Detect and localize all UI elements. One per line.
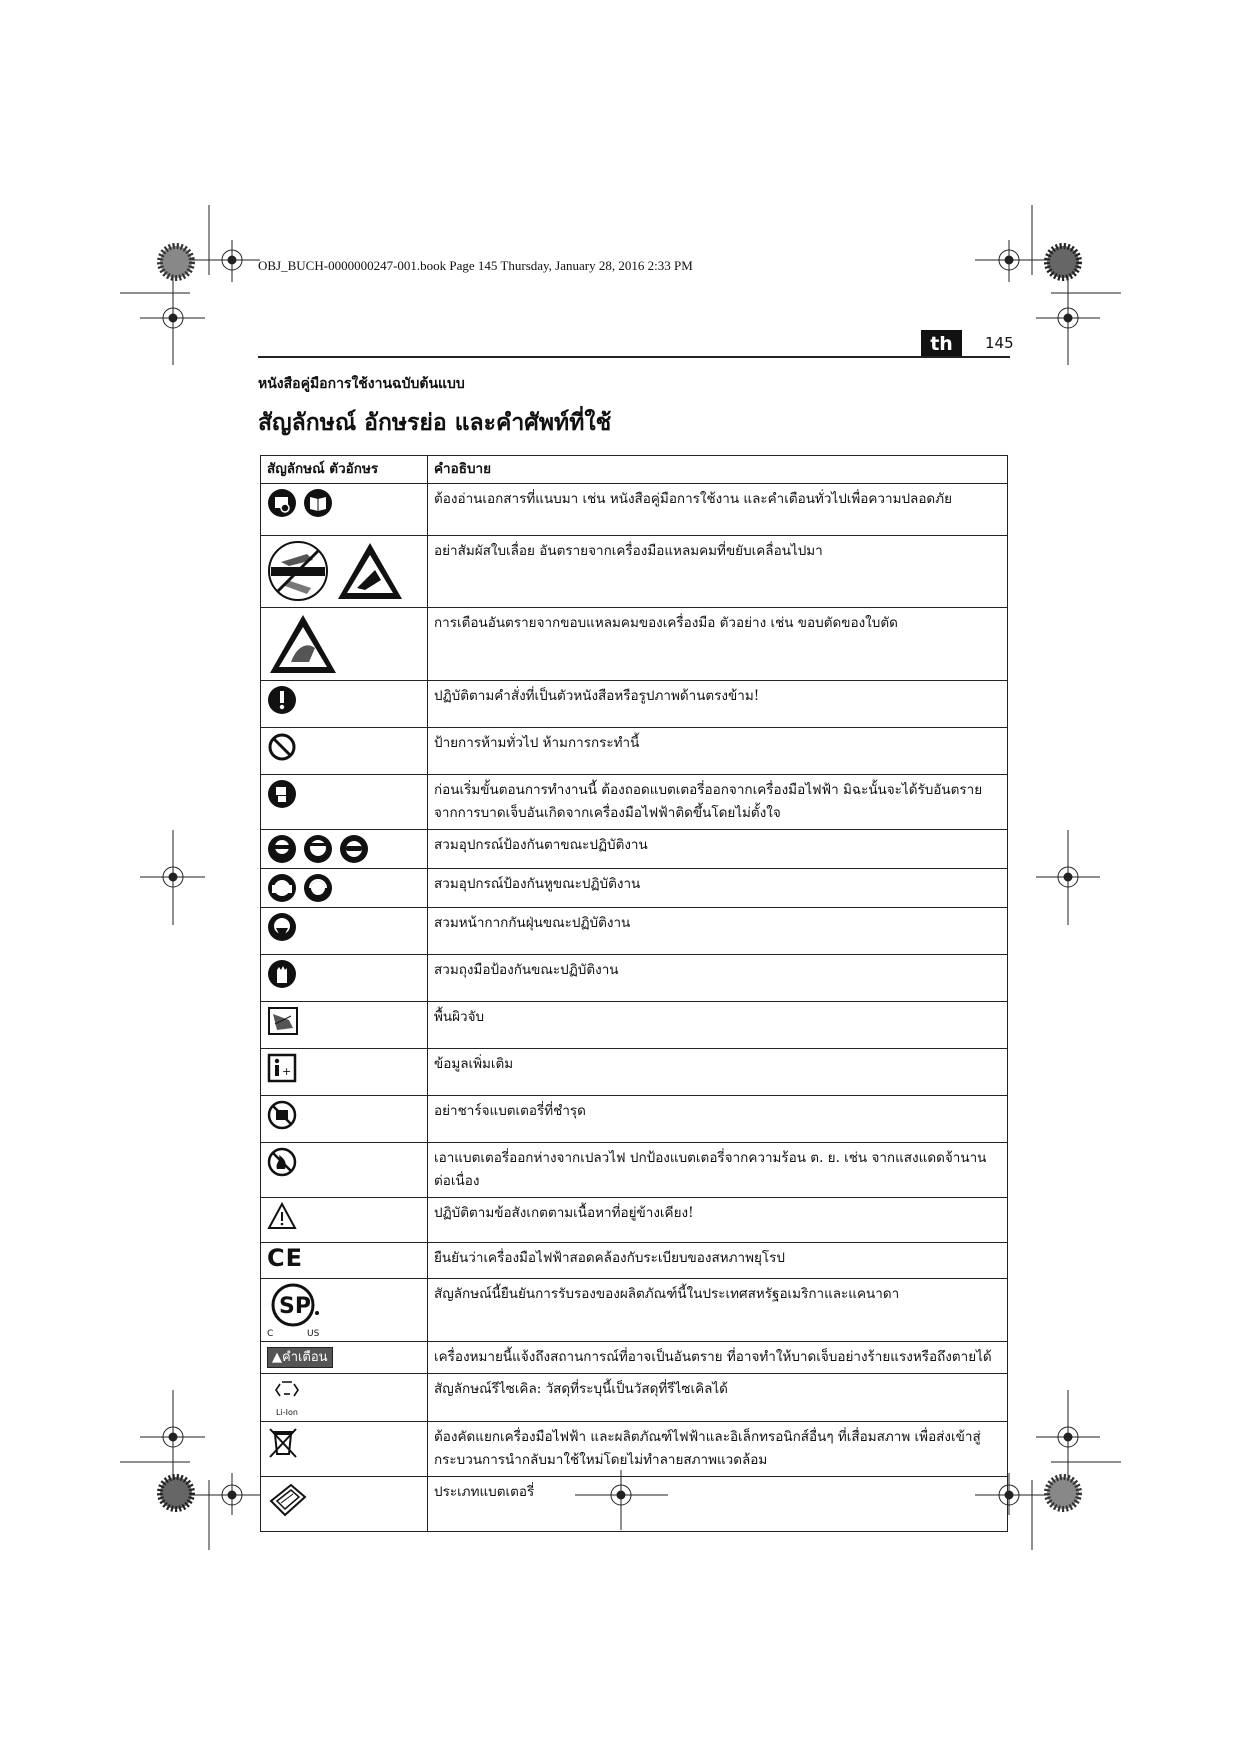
table-row	[261, 1422, 1008, 1477]
mandatory-action-icon	[267, 685, 297, 715]
table-row	[261, 1342, 1008, 1374]
additional-info-icon	[267, 1053, 297, 1083]
read-documents-icon	[267, 488, 297, 518]
keep-battery-from-heat-icon	[267, 1147, 297, 1177]
table-row	[261, 1374, 1008, 1422]
caution-triangle-icon	[267, 1202, 297, 1230]
manual-subtitle: หนังสือคู่มือการใช้งานฉบับต้นแบบ	[258, 376, 465, 392]
page-number: 145	[985, 334, 1014, 352]
warning-label-icon: ▲คำเตือน	[267, 1347, 333, 1368]
row-description: ปฏิบัติตามคำสั่งที่เป็นตัวหนังสือหรือรูปภาพด้านตรงข้าม!	[428, 681, 1008, 728]
table-row	[261, 869, 1008, 908]
row-description: สวมอุปกรณ์ป้องกันตาขณะปฏิบัติงาน	[428, 830, 1008, 869]
row-description: สัญลักษณ์นี้ยืนยันการรับรองของผลิตภัณฑ์นี้ในประเทศสหรัฐอเมริกาและแคนาดา	[428, 1279, 1008, 1342]
dust-mask-icon	[267, 912, 297, 942]
no-charging-damaged-battery-icon	[267, 1100, 297, 1130]
table-row	[261, 1198, 1008, 1243]
table-row	[261, 908, 1008, 955]
attention-hand-blade-icon	[267, 540, 329, 602]
column-header-symbol: สัญลักษณ์ ตัวอักษร	[261, 456, 428, 484]
table-header-row	[261, 456, 1008, 484]
table-row	[261, 775, 1008, 830]
table-row	[261, 608, 1008, 681]
safety-goggles-icon	[339, 834, 369, 864]
symbols-table	[260, 455, 1008, 1532]
row-description: ก่อนเริ่มขั้นตอนการทำงานนี้ ต้องถอดแบตเตอรี่ออกจากเครื่องมือไฟฟ้า มิฉะนั้นจะได้รับอันตรายจากการบาดเจ็บอันเกิดจากเครื่องมือไฟฟ้าติดขึ้นโดยไม่ตั้งใจ	[428, 775, 1008, 830]
row-description: ป้ายการห้ามทั่วไป ห้ามการกระทำนี้	[428, 728, 1008, 775]
ce-mark-icon: CE	[267, 1244, 304, 1272]
recycling-li-ion-icon	[267, 1378, 307, 1417]
row-description: ต้องอ่านเอกสารที่แนบมา เช่น หนังสือคู่มือการใช้งาน และคำเตือนทั่วไปเพื่อความปลอดภัย	[428, 484, 1008, 536]
csa-c-label: C	[267, 1329, 274, 1339]
protective-gloves-icon	[267, 959, 297, 989]
table-row	[261, 728, 1008, 775]
table-row	[261, 681, 1008, 728]
header-rule	[258, 356, 1010, 358]
ear-protection-icon	[267, 873, 297, 903]
grip-surface-icon	[267, 1006, 299, 1036]
table-row	[261, 1096, 1008, 1143]
row-description: เอาแบตเตอรี่ออกห่างจากเปลวไฟ ปกป้องแบตเตอรี่จากความร้อน ต. ย. เช่น จากแสงแดดจ้านานต่อเนื่อง	[428, 1143, 1008, 1198]
section-title: สัญลักษณ์ อักษรย่อ และคำศัพท์ที่ใช้	[258, 409, 612, 436]
row-description: พื้นผิวจับ	[428, 1002, 1008, 1049]
language-tab: th	[921, 330, 962, 358]
manual-book-icon	[303, 488, 333, 518]
face-shield-icon	[303, 834, 333, 864]
sharp-edge-warning-icon	[267, 612, 339, 676]
row-description: ยืนยันว่าเครื่องมือไฟฟ้าสอดคล้องกับระเบียบของสหภาพยุโรป	[428, 1243, 1008, 1279]
table-row	[261, 955, 1008, 1002]
remove-battery-icon	[267, 779, 297, 809]
table-row	[261, 1002, 1008, 1049]
row-description: อย่าชาร์จแบตเตอรี่ที่ชำรุด	[428, 1096, 1008, 1143]
row-description: การเตือนอันตรายจากขอบแหลมคมของเครื่องมือ ตัวอย่าง เช่น ขอบตัดของใบตัด	[428, 608, 1008, 681]
row-description: เครื่องหมายนี้แจ้งถึงสถานการณ์ที่อาจเป็นอันตราย ที่อาจทำให้บาดเจ็บอย่างร้ายแรงหรือถึงตายได้	[428, 1342, 1008, 1374]
row-description: ข้อมูลเพิ่มเติม	[428, 1049, 1008, 1096]
row-description: สวมหน้ากากกันฝุ่นขณะปฏิบัติงาน	[428, 908, 1008, 955]
row-description: ปฏิบัติตามข้อสังเกตตามเนื้อหาที่อยู่ข้างเคียง!	[428, 1198, 1008, 1243]
eye-protection-icon	[267, 834, 297, 864]
ear-muffs-icon	[303, 873, 333, 903]
row-description: สวมถุงมือป้องกันขณะปฏิบัติงาน	[428, 955, 1008, 1002]
row-description: อย่าสัมผัสใบเลื่อย อันตรายจากเครื่องมือแหลมคมที่ขยับเคลื่อนไปมา	[428, 536, 1008, 608]
table-row	[261, 1143, 1008, 1198]
table-row	[261, 484, 1008, 536]
table-row	[261, 536, 1008, 608]
row-description: ต้องคัดแยกเครื่องมือไฟฟ้า และผลิตภัณฑ์ไฟฟ้าและอิเล็กทรอนิกส์อื่นๆ ที่เสื่อมสภาพ เพื่อส่งเข้าสู่กระบวนการนำกลับมาใช้ใหม่โดยไม่ทำลายสภาพแวดล้อม	[428, 1422, 1008, 1477]
table-row	[261, 1279, 1008, 1342]
table-row	[261, 1477, 1008, 1532]
li-ion-label: Li-Ion	[276, 1408, 298, 1417]
weee-crossed-bin-icon	[267, 1426, 299, 1460]
table-row	[261, 1049, 1008, 1096]
row-description: สัญลักษณ์รีไซเคิล: วัสดุที่ระบุนี้เป็นวัสดุที่รีไซเคิลได้	[428, 1374, 1008, 1422]
column-header-description: คำอธิบาย	[428, 456, 1008, 484]
cutting-hazard-warning-icon	[335, 540, 405, 602]
prohibition-icon	[267, 732, 297, 762]
row-description: สวมอุปกรณ์ป้องกันหูขณะปฏิบัติงาน	[428, 869, 1008, 908]
csa-us-label: US	[307, 1329, 320, 1339]
row-description: ประเภทแบตเตอรี่	[428, 1477, 1008, 1532]
csa-mark-icon	[267, 1283, 327, 1337]
table-row	[261, 830, 1008, 869]
svg-text:+: +	[282, 1065, 292, 1078]
print-slug: OBJ_BUCH-0000000247-001.book Page 145 Thursday, January 28, 2016 2:33 PM	[258, 258, 693, 273]
csa-letters: SP	[279, 1294, 311, 1319]
table-row	[261, 1243, 1008, 1279]
battery-type-icon	[267, 1481, 309, 1519]
